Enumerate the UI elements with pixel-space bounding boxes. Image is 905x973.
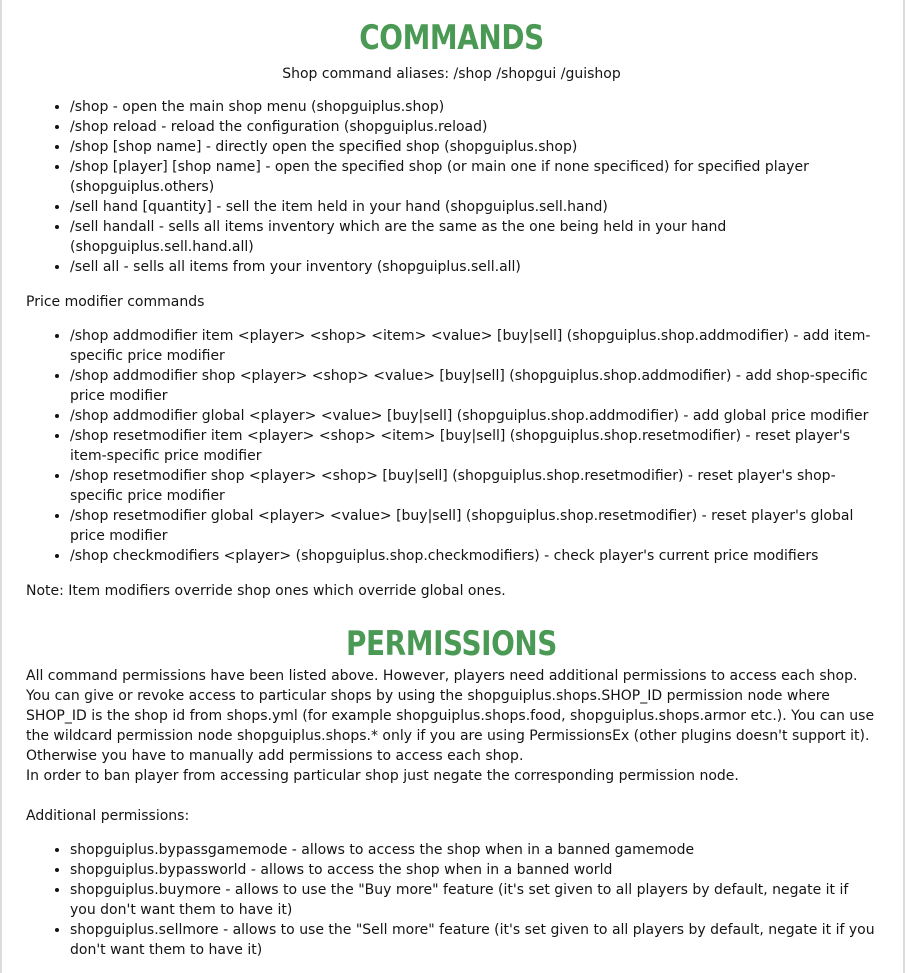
list-item: • /sell all - sells all items from your inventory (shopguiplus.sell.all) (70, 257, 877, 277)
permissions-heading: PERMISSIONS (346, 624, 557, 664)
list-item: • /shop [player] [shop name] - open the specified shop (or main one if none specificed) for specified player (shopguiplus.others) (70, 157, 877, 197)
spacer (26, 786, 877, 806)
list-item: • /shop - open the main shop menu (shopguiplus.shop) (70, 97, 877, 117)
list-item: • /shop resetmodifier shop <player> <shop> [buy|sell] (shopguiplus.shop.resetmodifier) - reset player's shop-specific price modifier (70, 466, 877, 506)
list-item: • /shop resetmodifier item <player> <shop> <item> [buy|sell] (shopguiplus.shop.resetmodifier) - reset player's item-specific price modifier (70, 426, 877, 466)
list-item: • /shop addmodifier item <player> <shop> <item> <value> [buy|sell] (shopguiplus.shop.addmodifier) - add item-specific price modifier (70, 326, 877, 366)
list-item: • /shop reload - reload the configuration (shopguiplus.reload) (70, 117, 877, 137)
command-aliases: Shop command aliases: /shop /shopgui /guishop (282, 66, 621, 82)
additional-permissions-label: Additional permissions: (26, 808, 190, 824)
commands-list (26, 97, 877, 277)
list-item: • /shop [shop name] - directly open the specified shop (shopguiplus.shop) (70, 137, 877, 157)
list-item: • /sell handall - sells all items inventory which are the same as the one being held in your hand (shopguiplus.sell.hand.all) (70, 217, 877, 257)
permissions-ban-note: In order to ban player from accessing particular shop just negate the corresponding permission node. (26, 768, 739, 784)
document-body (2, 0, 903, 960)
modifier-commands-list (26, 326, 877, 566)
list-item: • /shop addmodifier global <player> <value> [buy|sell] (shopguiplus.shop.addmodifier) - add global price modifier (70, 406, 877, 426)
list-item: • shopguiplus.buymore - allows to use the "Buy more" feature (it's set given to all players by default, negate it if you don't want them to have it) (70, 880, 877, 920)
modifier-note: Note: Item modifiers override shop ones which override global ones. (26, 583, 506, 599)
list-item: • /shop checkmodifiers <player> (shopguiplus.shop.checkmodifiers) - check player's current price modifiers (70, 546, 877, 566)
permissions-paragraph: All command permissions have been listed above. However, players need additional permissions to access each shop. You can give or revoke access to particular shops by using the shopguiplus.shops.SHOP_ID permission node where SHOP_ID is the shop id from shops.yml (for example shopguiplus.shops.food, shopguiplus.shops.armor etc.). You can use the wildcard permission node shopguiplus.shops.* only if you are using PermissionsEx (other plugins doesn't support it). Otherwise you have to manually add permissions to access each shop. (26, 668, 875, 764)
list-item: • /sell hand [quantity] - sell the item held in your hand (shopguiplus.sell.hand) (70, 197, 877, 217)
additional-permissions-list (26, 840, 877, 960)
commands-heading: COMMANDS (359, 18, 544, 58)
list-item: • shopguiplus.bypassgamemode - allows to access the shop when in a banned gamemode (70, 840, 877, 860)
list-item: • shopguiplus.bypassworld - allows to access the shop when in a banned world (70, 860, 877, 880)
list-item: • /shop addmodifier shop <player> <shop> <value> [buy|sell] (shopguiplus.shop.addmodifier) - add shop-specific price modifier (70, 366, 877, 406)
price-modifier-label: Price modifier commands (26, 294, 205, 310)
list-item: • shopguiplus.sellmore - allows to use the "Sell more" feature (it's set given to all players by default, negate it if you don't want them to have it) (70, 920, 877, 960)
list-item: • /shop resetmodifier global <player> <value> [buy|sell] (shopguiplus.shop.resetmodifier) - reset player's global price modifier (70, 506, 877, 546)
